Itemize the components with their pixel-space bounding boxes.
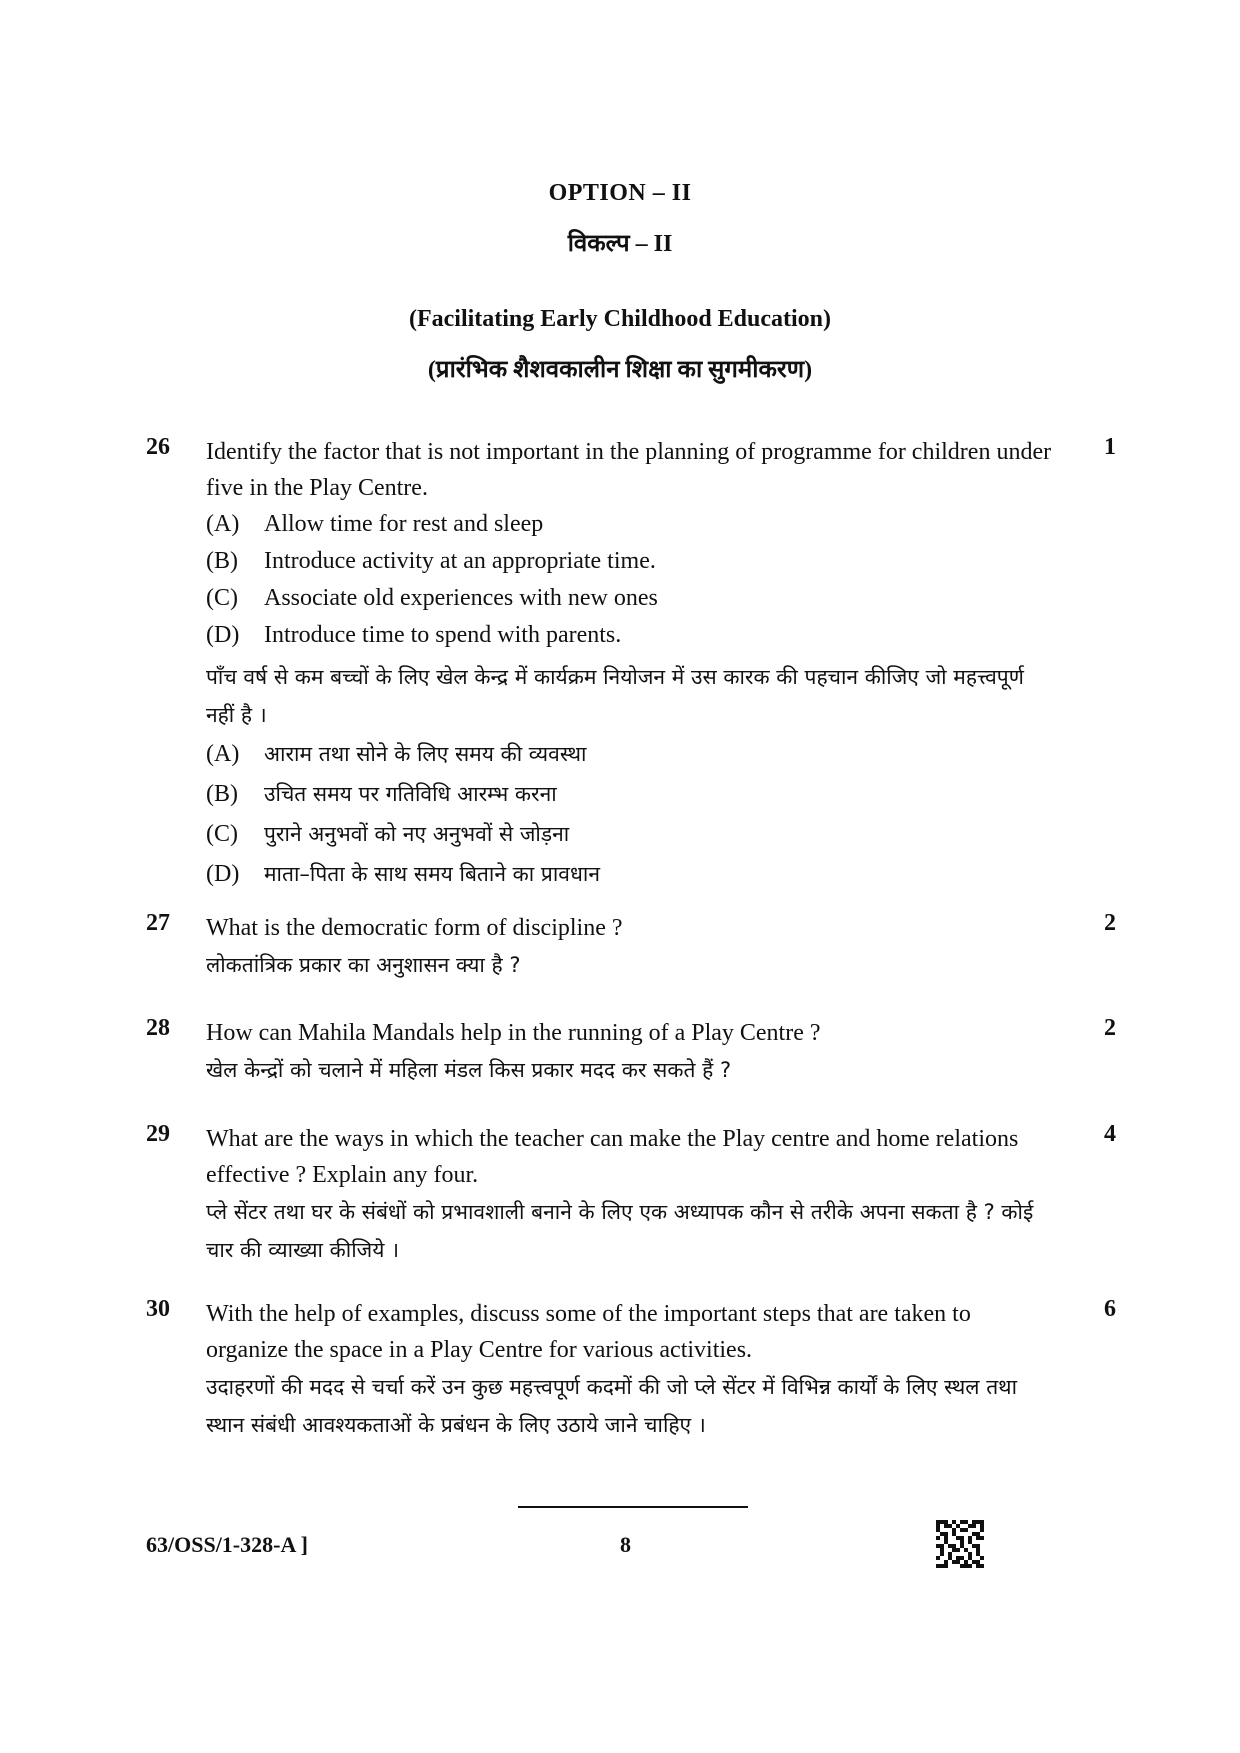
paper-code: 63/OSS/1-328-A ] (146, 1532, 308, 1557)
question-marks: 2 (1104, 1015, 1116, 1041)
option-label: (B) (206, 548, 238, 574)
question-28 (146, 1015, 1116, 1089)
option-label: (C) (206, 821, 238, 847)
question-marks: 4 (1104, 1121, 1116, 1147)
option-text: Introduce time to spend with parents. (264, 622, 622, 648)
option-text: आराम तथा सोने के लिए समय की व्यवस्था (264, 742, 587, 766)
question-number: 27 (146, 910, 170, 936)
question-number: 30 (146, 1296, 170, 1322)
option-heading-hindi: विकल्प – II (567, 231, 673, 257)
question-marks: 6 (1104, 1296, 1116, 1322)
option-label: (A) (206, 511, 240, 537)
question-text: What is the democratic form of discipline ? (206, 915, 623, 941)
question-marks: 2 (1104, 910, 1116, 936)
question-29 (146, 1121, 1116, 1269)
option-text: Introduce activity at an appropriate time. (264, 548, 656, 574)
option-c-hindi (206, 814, 1056, 854)
option-b (206, 543, 1056, 580)
question-text-hindi: लोकतांत्रिक प्रकार का अनुशासन क्या है ? (206, 953, 521, 977)
option-text: Associate old experiences with new ones (264, 585, 658, 611)
qr-code-icon (936, 1520, 984, 1568)
question-26 (146, 434, 1116, 894)
option-c (206, 580, 1056, 617)
option-a-hindi (206, 734, 1056, 774)
section-title: (Facilitating Early Childhood Education) (408, 306, 832, 332)
option-label: (C) (206, 585, 238, 611)
option-text: उचित समय पर गतिविधि आरम्भ करना (264, 782, 557, 806)
question-number: 26 (146, 434, 170, 460)
option-label: (B) (206, 781, 238, 807)
option-label: (D) (206, 622, 240, 648)
option-label: (A) (206, 741, 240, 767)
question-text: How can Mahila Mandals help in the running of a Play Centre ? (206, 1020, 821, 1046)
option-text: Allow time for rest and sleep (264, 511, 544, 537)
question-30 (146, 1296, 1116, 1444)
question-text: What are the ways in which the teacher can make the Play centre and home relations effective ? Explain any four. (206, 1126, 1019, 1188)
option-b-hindi (206, 774, 1056, 814)
question-text: Identify the factor that is not important in the planning of programme for children under five in the Play Centre. (206, 439, 1052, 501)
question-27 (146, 910, 1116, 984)
option-text: पुराने अनुभवों को नए अनुभवों से जोड़ना (264, 822, 570, 846)
option-a (206, 506, 1056, 543)
question-number: 29 (146, 1121, 170, 1147)
question-marks: 1 (1104, 434, 1116, 460)
question-text-hindi: प्ले सेंटर तथा घर के संबंधों को प्रभावशाली बनाने के लिए एक अध्यापक कौन से तरीके अपना सकता है ? कोई चार की व्याख्या कीजिये । (206, 1200, 1034, 1262)
question-text-hindi: उदाहरणों की मदद से चर्चा करें उन कुछ महत्त्वपूर्ण कदमों की जो प्ले सेंटर में विभिन्न कार्यों के लिए स्थल तथा स्थान संबंधी आवश्यकताओं के प्रबंधन के लिए उठाये जाने चाहिए । (206, 1375, 1018, 1437)
option-d (206, 617, 1056, 654)
footer-divider (518, 1506, 748, 1508)
option-d-hindi (206, 854, 1056, 894)
question-text: With the help of examples, discuss some of the important steps that are taken to organize the space in a Play Centre for various activities. (206, 1301, 971, 1363)
option-heading: OPTION – II (548, 180, 692, 206)
question-text-hindi: पाँच वर्ष से कम बच्चों के लिए खेल केन्द्र में कार्यक्रम नियोजन में उस कारक की पहचान कीजिए जो महत्त्वपूर्ण नहीं है । (206, 665, 1024, 727)
question-text-hindi: खेल केन्द्रों को चलाने में महिला मंडल किस प्रकार मदद कर सकते हैं ? (206, 1058, 732, 1082)
section-title-hindi: (प्रारंभिक शैशवकालीन शिक्षा का सुगमीकरण) (427, 357, 813, 383)
page-number: 8 (620, 1532, 631, 1557)
option-label: (D) (206, 861, 240, 887)
question-number: 28 (146, 1015, 170, 1041)
option-text: माता–पिता के साथ समय बिताने का प्रावधान (264, 862, 600, 886)
